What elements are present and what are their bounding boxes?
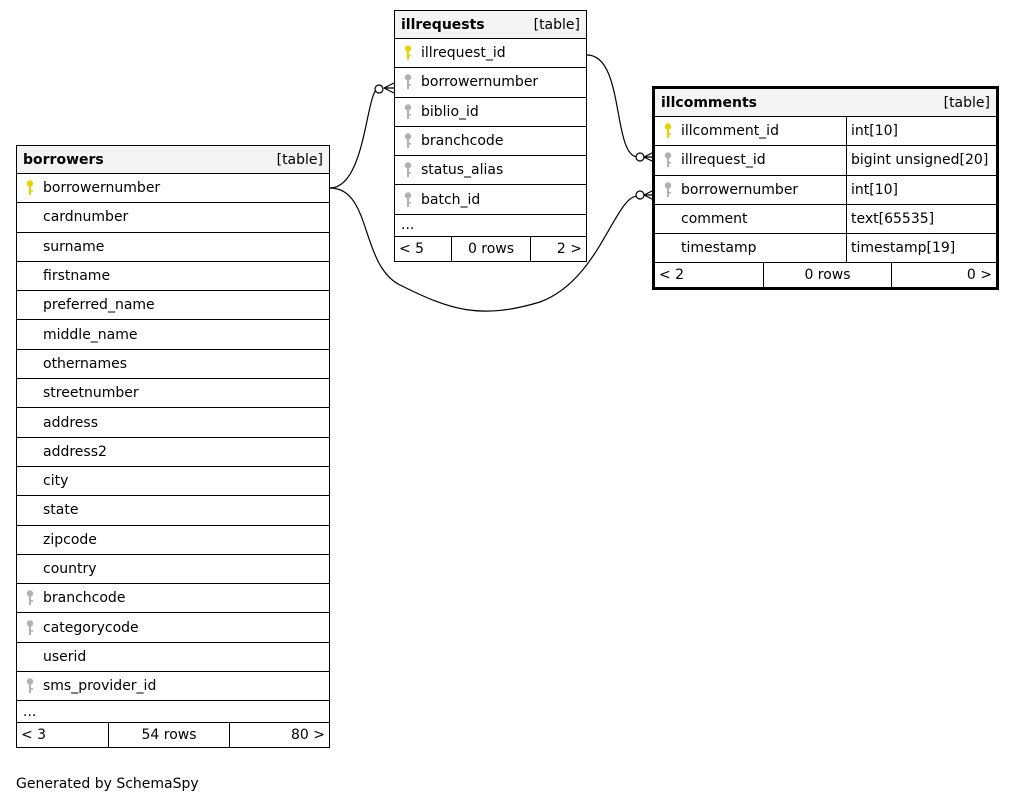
- column-name: cardnumber: [43, 209, 129, 226]
- column-row[interactable]: [395, 98, 586, 127]
- column-row[interactable]: [17, 496, 329, 525]
- parents-link[interactable]: < 3: [17, 723, 109, 747]
- column-name: status_alias: [421, 162, 504, 179]
- table-name: borrowers: [23, 151, 104, 168]
- primary-key-icon: [655, 122, 681, 140]
- column-name: firstname: [43, 268, 111, 285]
- column-type: timestamp[19]: [846, 234, 996, 262]
- column-name: zipcode: [43, 531, 97, 548]
- table-kind: [table]: [943, 94, 990, 111]
- table-illcomments[interactable]: [652, 86, 999, 290]
- foreign-key-icon: [17, 589, 43, 607]
- column-name: streetnumber: [43, 385, 139, 402]
- row-count: 54 rows: [109, 723, 230, 747]
- table-kind: [table]: [276, 151, 323, 168]
- parents-link[interactable]: < 5: [395, 237, 452, 261]
- column-name: othernames: [43, 355, 128, 372]
- column-name: branchcode: [421, 133, 504, 150]
- column-row[interactable]: [17, 408, 329, 437]
- column-row[interactable]: [17, 233, 329, 262]
- column-row[interactable]: [17, 555, 329, 584]
- column-name: illcomment_id: [681, 123, 779, 140]
- children-link[interactable]: 80 >: [291, 727, 325, 744]
- column-type: int[10]: [846, 176, 996, 204]
- more-columns: ...: [395, 215, 586, 237]
- foreign-key-icon: [395, 73, 421, 91]
- column-row[interactable]: [655, 117, 996, 146]
- row-count: 0 rows: [452, 237, 531, 261]
- column-row[interactable]: [17, 262, 329, 291]
- foreign-key-icon: [395, 132, 421, 150]
- primary-key-icon: [395, 44, 421, 62]
- foreign-key-icon: [655, 181, 681, 199]
- table-footer: [17, 723, 329, 747]
- table-name: illcomments: [661, 94, 757, 111]
- foreign-key-icon: [655, 151, 681, 169]
- column-name: sms_provider_id: [43, 678, 157, 695]
- column-name: branchcode: [43, 590, 126, 607]
- column-row[interactable]: [17, 613, 329, 642]
- column-name: state: [43, 502, 79, 519]
- column-row[interactable]: [655, 205, 996, 234]
- column-row[interactable]: [17, 643, 329, 672]
- column-row[interactable]: [17, 320, 329, 349]
- column-name: country: [43, 561, 97, 577]
- column-name: borrowernumber: [681, 181, 799, 198]
- foreign-key-icon: [395, 191, 421, 209]
- more-columns: ...: [17, 701, 329, 723]
- column-name: categorycode: [43, 619, 139, 636]
- table-kind: [table]: [533, 16, 580, 33]
- column-type: text[65535]: [846, 205, 996, 233]
- foreign-key-icon: [17, 677, 43, 695]
- children-link[interactable]: 0 >: [966, 267, 992, 284]
- column-name: city: [43, 473, 69, 490]
- column-name: borrowernumber: [421, 74, 539, 91]
- column-name: batch_id: [421, 191, 481, 208]
- column-name: illrequest_id: [681, 152, 766, 169]
- column-row[interactable]: [17, 203, 329, 232]
- link-illrequests-borrowers: [330, 89, 378, 188]
- table-name: illrequests: [401, 16, 485, 33]
- row-count: 0 rows: [764, 263, 892, 287]
- column-row[interactable]: [17, 438, 329, 467]
- column-row[interactable]: [395, 185, 586, 214]
- foreign-key-icon: [395, 161, 421, 179]
- children-link[interactable]: 2 >: [556, 240, 582, 257]
- column-name: biblio_id: [421, 103, 479, 120]
- column-row[interactable]: [395, 156, 586, 185]
- column-name: illrequest_id: [421, 45, 506, 62]
- column-row[interactable]: [395, 68, 586, 97]
- link-illcomments-illrequests: [587, 55, 638, 157]
- optional-marker: [636, 153, 644, 161]
- column-type: int[10]: [846, 117, 996, 145]
- table-header[interactable]: [17, 146, 329, 174]
- foreign-key-icon: [17, 619, 43, 637]
- column-row[interactable]: [17, 379, 329, 408]
- column-row[interactable]: [17, 467, 329, 496]
- column-row[interactable]: [655, 176, 996, 205]
- column-row[interactable]: [395, 127, 586, 156]
- column-name: address2: [43, 443, 107, 460]
- column-row[interactable]: [655, 234, 996, 263]
- column-row[interactable]: [395, 39, 586, 68]
- table-footer: [655, 263, 996, 287]
- column-row[interactable]: [17, 291, 329, 320]
- table-header[interactable]: [655, 89, 996, 117]
- column-name: address: [43, 414, 99, 431]
- column-name: surname: [43, 238, 105, 255]
- column-row[interactable]: [655, 146, 996, 175]
- parents-link[interactable]: < 2: [655, 263, 764, 287]
- foreign-key-icon: [395, 103, 421, 121]
- column-name: timestamp: [681, 240, 757, 257]
- table-header[interactable]: [395, 11, 586, 39]
- column-name: userid: [43, 648, 87, 665]
- column-name: borrowernumber: [43, 180, 161, 197]
- column-name: preferred_name: [43, 297, 155, 314]
- column-name: comment: [681, 211, 748, 228]
- column-row[interactable]: [17, 584, 329, 613]
- table-illrequests[interactable]: [394, 10, 587, 262]
- column-row[interactable]: [17, 174, 329, 203]
- optional-marker: [636, 191, 644, 199]
- column-row[interactable]: [17, 350, 329, 379]
- column-type: bigint unsigned[20]: [846, 146, 996, 174]
- table-borrowers[interactable]: [16, 145, 330, 748]
- primary-key-icon: [17, 179, 43, 197]
- table-footer: [395, 237, 586, 261]
- generated-by-caption: Generated by SchemaSpy: [16, 776, 199, 792]
- column-row[interactable]: [17, 526, 329, 555]
- column-row[interactable]: [17, 672, 329, 701]
- column-name: middle_name: [43, 326, 138, 343]
- optional-marker: [375, 85, 383, 93]
